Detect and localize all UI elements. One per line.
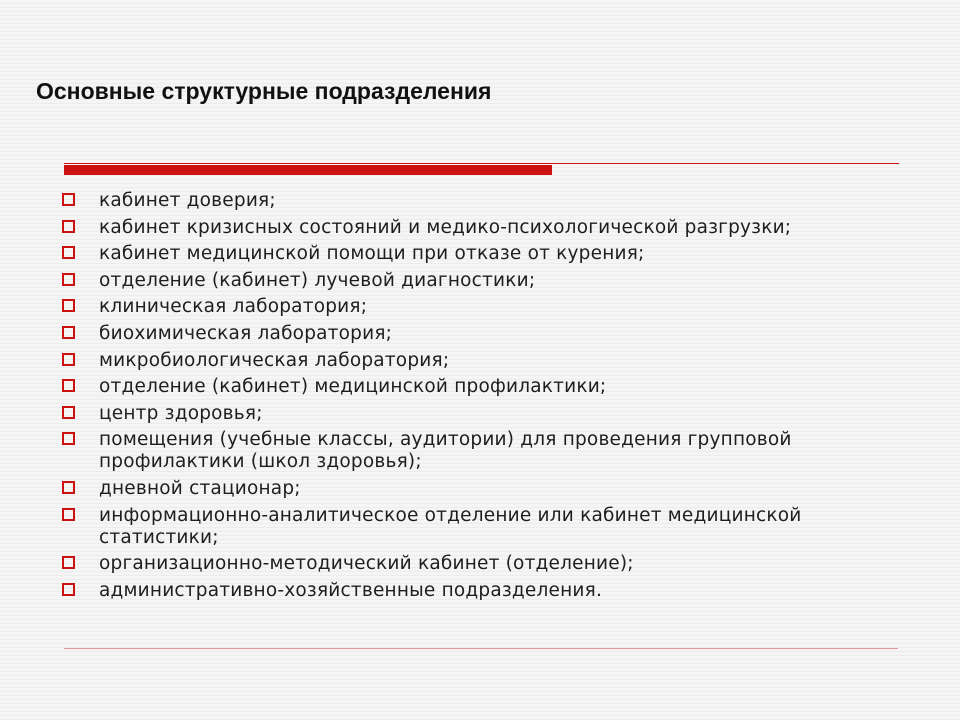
title-underline-accent (64, 165, 552, 175)
list-item-text: кабинет медицинской помощи при отказе от курения; (99, 243, 645, 265)
hollow-square-icon (62, 299, 75, 312)
hollow-square-icon (62, 326, 75, 339)
hollow-square-icon (62, 246, 75, 259)
list-item (62, 403, 912, 425)
list-item-text: отделение (кабинет) медицинской профилактики; (99, 376, 607, 398)
list-item-text: клиническая лаборатория; (99, 296, 368, 318)
list-item-text: отделение (кабинет) лучевой диагностики; (99, 269, 536, 291)
list-item-text: биохимическая лаборатория; (99, 322, 393, 344)
list-item-text: административно-хозяйственные подразделения. (99, 579, 603, 601)
hollow-square-icon (62, 379, 75, 392)
list-item (62, 429, 912, 473)
list-item-text: центр здоровья; (99, 402, 263, 424)
hollow-square-icon (62, 481, 75, 494)
hollow-square-icon (62, 353, 75, 366)
hollow-square-icon (62, 508, 75, 521)
hollow-square-icon (62, 406, 75, 419)
slide-title: Основные структурные подразделения (36, 78, 492, 104)
list-item (62, 580, 912, 602)
footer-rule (64, 648, 898, 649)
hollow-square-icon (62, 583, 75, 596)
list-item (62, 243, 912, 265)
list-item (62, 190, 912, 212)
list-item (62, 296, 912, 318)
list-item-text: организационно-методический кабинет (отделение); (99, 553, 634, 575)
hollow-square-icon (62, 556, 75, 569)
list-item (62, 217, 912, 239)
subdivision-list (62, 190, 912, 606)
hollow-square-icon (62, 432, 75, 445)
list-item-text: информационно-аналитическое отделение или кабинет медицинской статистики; (99, 504, 802, 548)
list-item (62, 553, 912, 575)
list-item (62, 478, 912, 500)
list-item (62, 350, 912, 372)
list-item-text: кабинет кризисных состояний и медико-психологической разгрузки; (99, 216, 792, 238)
hollow-square-icon (62, 273, 75, 286)
title-underline-thin (64, 163, 899, 164)
list-item (62, 323, 912, 345)
list-item (62, 270, 912, 292)
list-item-text: помещения (учебные классы, аудитории) для проведения групповой профилактики (школ здоровья); (99, 429, 792, 473)
list-item-text: микробиологическая лаборатория; (99, 349, 450, 371)
hollow-square-icon (62, 220, 75, 233)
list-item (62, 376, 912, 398)
list-item (62, 505, 912, 549)
list-item-text: кабинет доверия; (99, 190, 276, 211)
hollow-square-icon (62, 193, 75, 206)
list-item-text: дневной стационар; (99, 477, 301, 499)
